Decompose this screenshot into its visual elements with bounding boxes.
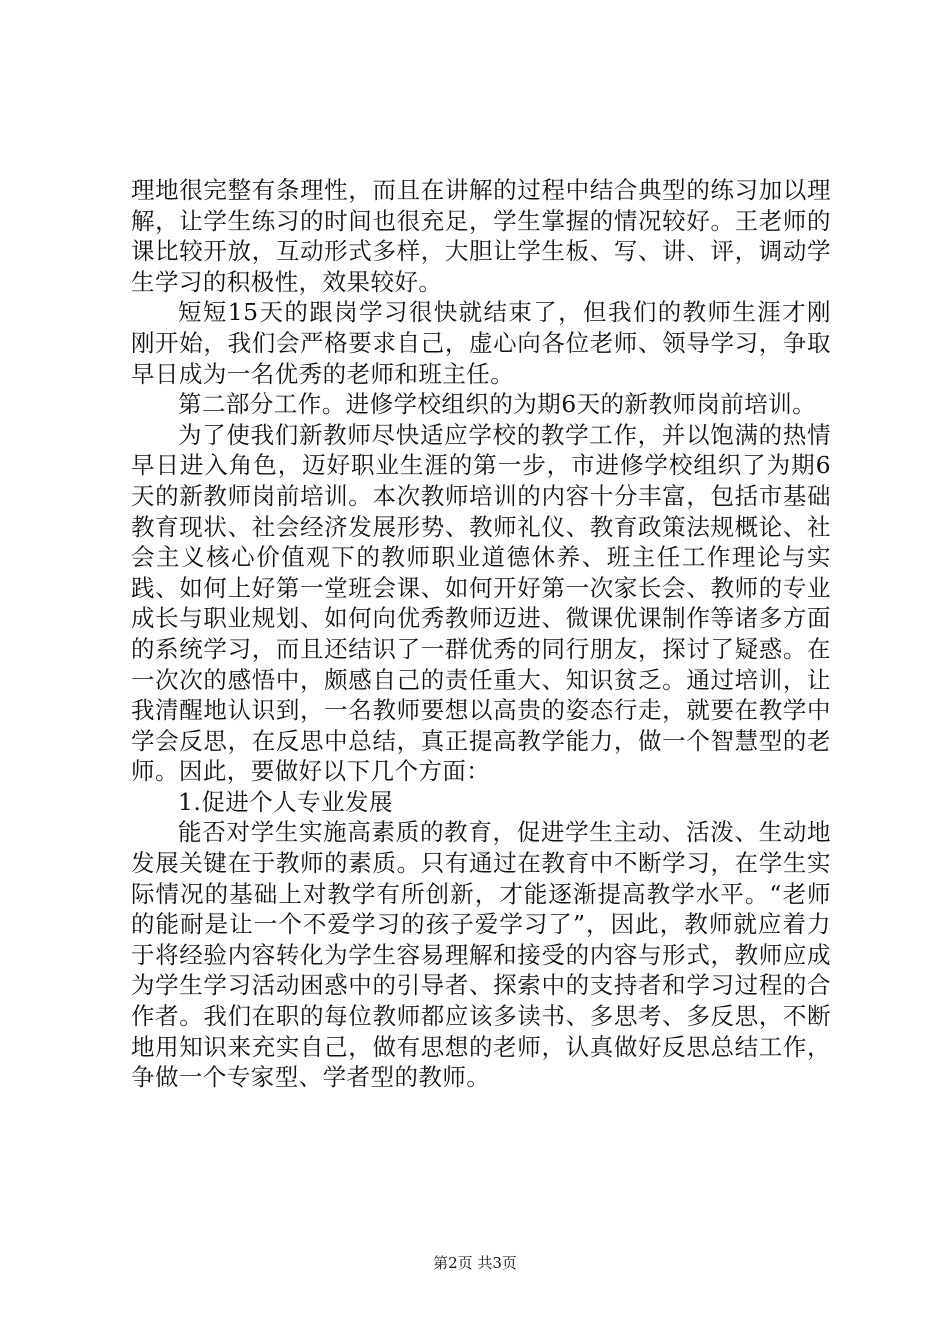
paragraph-subheading: 1.促进个人专业发展 [178, 787, 393, 816]
paragraph-section-heading: 第二部分工作。进修学校组织的为期6天的新教师岗前培训。 [178, 390, 817, 419]
page-footer: 第2页 共3页 [433, 1254, 517, 1272]
paragraph-summary: 短短15天的跟岗学习很快就结束了，但我们的教师生涯才刚刚开始，我们会严格要求自己，虚心向各位老师、领导学习，争取早日成为一名优秀的老师和班主任。 [131, 298, 831, 388]
paragraph-training: 为了使我们新教师尽快适应学校的教学工作，并以饱满的热情早日进入角色，迈好职业生涯的第一步，市进修学校组织了为期6天的新教师岗前培训。本次教师培训的内容十分丰富，包括市基础教育现状、社会经济发展形势、教师礼仪、教育政策法规概论、社会主义核心价值观下的教师职业道德休养、班主任工作理论与实践、如何上好第一堂班会课、如何开好第一次家长会、教师的专业成长与职业规划、如何向优秀教师迈进、微课优课制作等诸多方面的系统学习，而且还结识了一群优秀的同行朋友，探讨了疑惑。在一次次的感悟中，颇感自己的责任重大、知识贫乏。通过培训，让我清醒地认识到，一名教师要想以高贵的姿态行走，就要在教学中学会反思，在反思中总结，真正提高教学能力，做一个智慧型的老师。因此，要做好以下几个方面： [131, 420, 831, 786]
paragraph-development: 能否对学生实施高素质的教育，促进学生主动、活泼、生动地发展关键在于教师的素质。只有通过在教育中不断学习，在学生实际情况的基础上对教学有所创新，才能逐渐提高教学水平。“老师的能耐是让一个不爱学习的孩子爱学习了”，因此，教师就应着力于将经验内容转化为学生容易理解和接受的内容与形式，教师应成为学生学习活动困惑中的引导者、探索中的支持者和学习过程的合作者。我们在职的每位教师都应该多读书、多思考、多反思，不断地用知识来充实自己，做有思想的老师，认真做好反思总结工作，争做一个专家型、学者型的教师。 [131, 818, 831, 1092]
paragraph-continuation: 理地很完整有条理性，而且在讲解的过程中结合典型的练习加以理解，让学生练习的时间也很充足，学生掌握的情况较好。王老师的课比较开放，互动形式多样，大胆让学生板、写、讲、评，调动学生学习的积极性，效果较好。 [131, 176, 831, 296]
document-body [131, 175, 831, 1093]
